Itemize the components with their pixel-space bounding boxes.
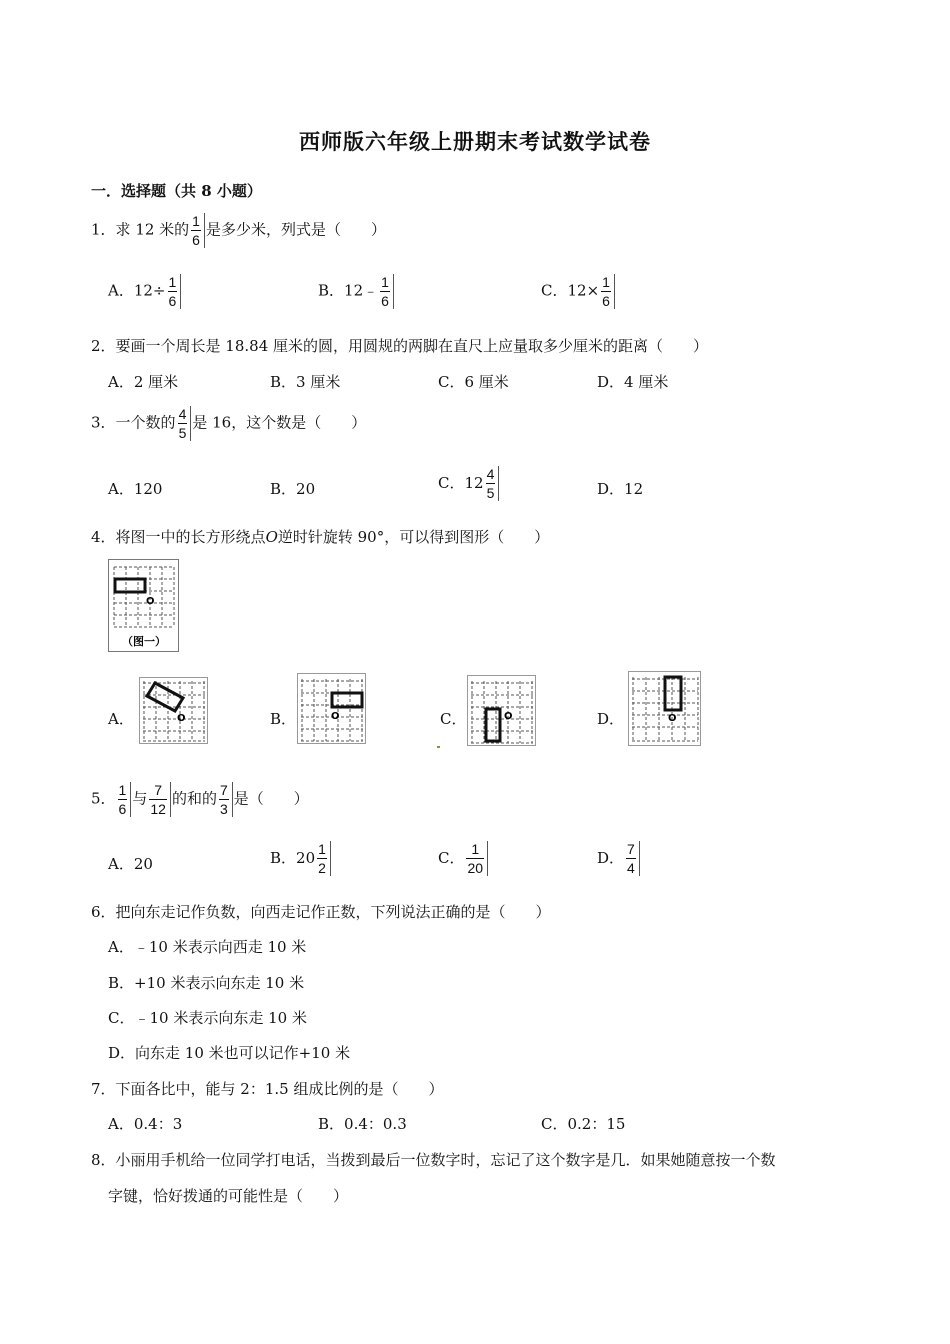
q1-option-b[interactable]: B．12﹣ $\frac{1}{6}$ <box>318 274 395 309</box>
q1-fraction: $\frac{1}{6}$ <box>190 213 205 248</box>
q3-option-c[interactable]: C．12 $\frac{4}{5}$ <box>438 466 500 501</box>
q1-option-a[interactable]: A．12÷ $\frac{1}{6}$ <box>108 274 182 309</box>
q6-option-c[interactable]: C．﹣10 米表示向东走 10 米 <box>108 1009 307 1027</box>
q7-option-a[interactable]: A．0.4：3 <box>108 1115 183 1133</box>
q4-option-d[interactable]: D． <box>597 710 625 728</box>
q7-option-b[interactable]: B．0.4：0.3 <box>318 1115 407 1133</box>
q3-option-d[interactable]: D．12 <box>597 480 644 498</box>
q5-option-c[interactable]: C． $\frac{1}{20}$ <box>438 841 489 876</box>
q5-option-d[interactable]: D． $\frac{7}{4}$ <box>597 841 641 876</box>
q6-option-d[interactable]: D．向东走 10 米也可以记作+10 米 <box>108 1044 351 1062</box>
q5-option-b[interactable]: B．20 $\frac{1}{2}$ <box>270 841 332 876</box>
q2-option-c[interactable]: C．6 厘米 <box>438 373 509 391</box>
figure-one <box>108 559 180 653</box>
q1-text-pre: 求 12 米的 <box>115 220 190 239</box>
q6-option-b[interactable]: B．+10 米表示向东走 10 米 <box>108 974 305 992</box>
question-7: 7．下面各比中，能与 2：1.5 组成比例的是（ ） <box>91 1080 444 1098</box>
q2-option-b[interactable]: B．3 厘米 <box>270 373 341 391</box>
q1-c-fraction: $\frac{1}{6}$ <box>600 274 615 309</box>
question-5: 5． $\frac{1}{6}$ 与 $\frac{7}{12}$ 的和的 $\frac{7}{3}$ 是（ ） <box>91 782 309 817</box>
question-4: 4．将图一中的长方形绕点O逆时针旋转 90°，可以得到图形（ ） <box>91 528 550 546</box>
q2-option-d[interactable]: D．4 厘米 <box>597 373 669 391</box>
q4-option-a[interactable]: A． <box>108 710 134 728</box>
q5-option-a[interactable]: A．20 <box>108 855 153 873</box>
question-8-line-2: 字键，恰好拨通的可能性是（ ） <box>108 1187 349 1205</box>
q1-a-fraction: $\frac{1}{6}$ <box>167 274 182 309</box>
question-1 <box>91 213 386 248</box>
q5-fraction-1: $\frac{1}{6}$ <box>117 782 132 817</box>
q1-number: 1． <box>91 220 116 239</box>
question-2: 2．要画一个周长是 18.84 厘米的圆，用圆规的两脚在直尺上应量取多少厘米的距离（ ） <box>91 337 709 355</box>
q5-c-fraction: $\frac{1}{20}$ <box>465 841 488 876</box>
stray-mark <box>437 746 440 748</box>
fig1-origin-label: O <box>146 596 155 607</box>
q1-text-post: 是多少米，列式是（ ） <box>205 220 386 239</box>
q1-option-c[interactable]: C．12× $\frac{1}{6}$ <box>541 274 616 309</box>
svg-text:O: O <box>668 713 677 724</box>
section-heading: 一．选择题（共 8 小题） <box>91 182 262 200</box>
q5-b-fraction: $\frac{1}{2}$ <box>316 841 331 876</box>
q3-option-b[interactable]: B．20 <box>270 480 316 498</box>
q4-option-c[interactable]: C． <box>440 710 467 728</box>
question-6: 6．把向东走记作负数，向西走记作正数，下列说法正确的是（ ） <box>91 903 551 921</box>
svg-text:O: O <box>504 711 513 722</box>
q3-option-a[interactable]: A．120 <box>108 480 163 498</box>
question-8-line-1: 8．小丽用手机给一位同学打电话，当拨到最后一位数字时，忘记了这个数字是几．如果她随意按一个数 <box>91 1151 776 1169</box>
q4-figure-a[interactable] <box>139 677 209 745</box>
q3-c-fraction: $\frac{4}{5}$ <box>485 466 500 501</box>
q1-b-fraction: $\frac{1}{6}$ <box>379 274 394 309</box>
q3-fraction: $\frac{4}{5}$ <box>177 406 192 441</box>
q6-option-a[interactable]: A．﹣10 米表示向西走 10 米 <box>108 938 307 956</box>
q4-point-o: O <box>265 528 278 546</box>
q5-d-fraction: $\frac{7}{4}$ <box>625 841 640 876</box>
q4-figure-b[interactable] <box>297 673 367 745</box>
q4-figure-d[interactable] <box>628 671 702 747</box>
q4-option-b[interactable]: B． <box>270 710 297 728</box>
svg-text:O: O <box>177 713 186 724</box>
q2-option-a[interactable]: A．2 厘米 <box>108 373 179 391</box>
q5-fraction-2: $\frac{7}{12}$ <box>148 782 171 817</box>
fig1-caption: （图一） <box>122 635 166 648</box>
question-3: 3．一个数的 $\frac{4}{5}$ 是 16，这个数是（ ） <box>91 406 367 441</box>
svg-text:O: O <box>331 711 340 722</box>
q7-option-c[interactable]: C．0.2：15 <box>541 1115 626 1133</box>
q5-fraction-3: $\frac{7}{3}$ <box>218 782 233 817</box>
q4-figure-c[interactable] <box>467 675 537 747</box>
page-title: 西师版六年级上册期末考试数学试卷 <box>299 129 651 154</box>
